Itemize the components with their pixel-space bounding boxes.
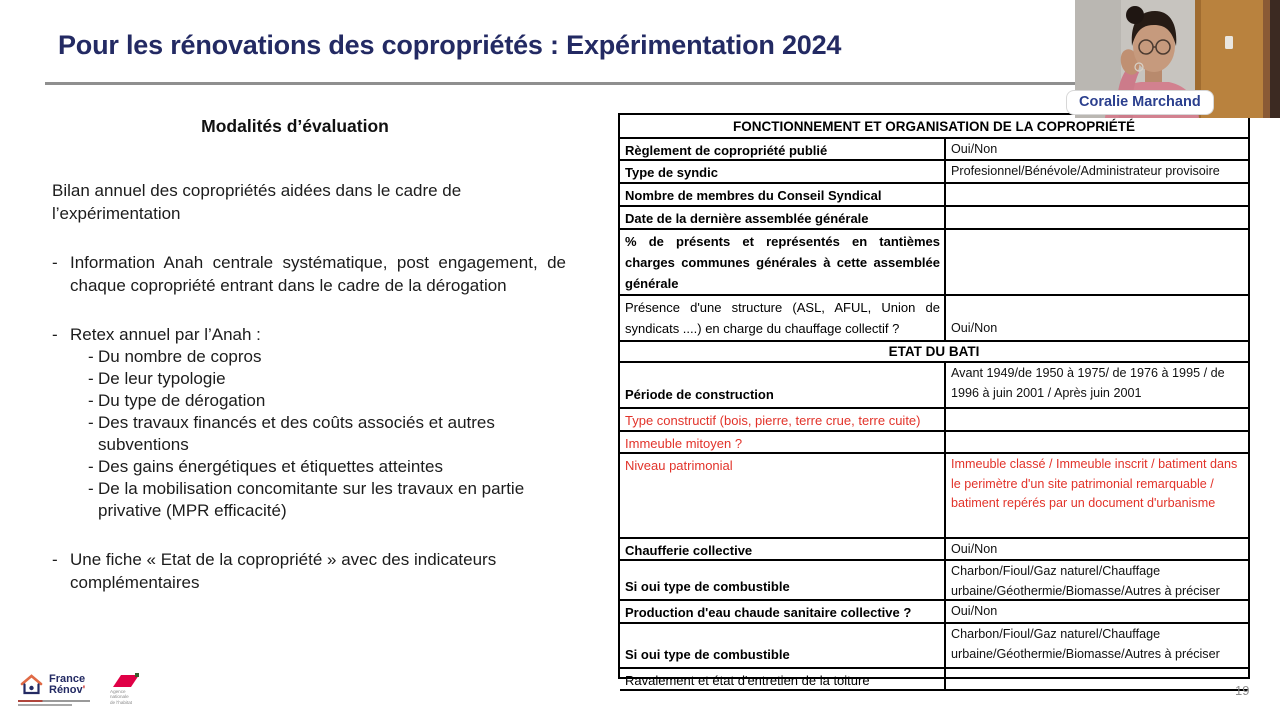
- bullet-dash: -: [88, 479, 94, 498]
- row-label: Niveau patrimonial: [625, 458, 733, 473]
- table-section-header: ETAT DU BATI: [620, 342, 1248, 363]
- table-row: [620, 207, 1248, 230]
- bullet-text: Information Anah centrale systématique, post engagement, de chaque copropriété entrant dans le cadre de la dérogation: [70, 253, 566, 295]
- row-label: Si oui type de combustible: [625, 579, 790, 594]
- bullet-text: Une fiche « Etat de la copropriété » avec des indicateurs complémentaires: [70, 550, 497, 592]
- row-value: Charbon/Fioul/Gaz naturel/Chauffage urbaine/Géothermie/Biomasse/Autres à préciser: [944, 624, 1248, 667]
- sub-bullet-item: [88, 346, 566, 368]
- sub-bullet-text: Des gains énergétiques et étiquettes atteintes: [98, 457, 443, 476]
- row-value: Oui/Non: [944, 601, 1248, 622]
- row-value: Avant 1949/de 1950 à 1975/ de 1976 à 1995 / de 1996 à juin 2001 / Après juin 2001: [944, 363, 1248, 407]
- table-section-header: FONCTIONNEMENT ET ORGANISATION DE LA COPROPRIÉTÉ: [620, 115, 1248, 139]
- row-value: Profesionnel/Bénévole/Administrateur provisoire: [944, 161, 1248, 182]
- row-value: [944, 669, 1248, 689]
- anah-ribbon-icon: [110, 673, 142, 688]
- table-row: [620, 624, 1248, 669]
- speaker-name: Coralie Marchand: [1079, 94, 1201, 110]
- france-renov-tagline: [18, 700, 90, 702]
- copro-table: [618, 113, 1250, 688]
- row-label: Type de syndic: [625, 165, 718, 180]
- table-row: [620, 184, 1248, 207]
- row-value: Oui/Non: [944, 139, 1248, 159]
- sub-bullet-item: [88, 390, 566, 412]
- france-renov-line2: Rénov: [49, 683, 83, 696]
- row-label: Présence d'une structure (ASL, AFUL, Union de syndicats ....) en charge du chauffage collectif ?: [625, 300, 940, 336]
- sub-bullet-text: Du nombre de copros: [98, 347, 262, 366]
- footer-logos: [18, 672, 142, 706]
- speaker-name-tag: [1067, 91, 1213, 114]
- france-renov-tagline-2: [18, 704, 72, 706]
- row-label: Nombre de membres du Conseil Syndical: [625, 188, 882, 203]
- anah-line: nationale: [110, 694, 129, 700]
- sub-bullet-item: [88, 456, 566, 478]
- sub-bullet-text: Des travaux financés et des coûts associés et autres subventions: [98, 413, 495, 454]
- bullet-item: [52, 251, 566, 297]
- left-panel-heading: Modalités d’évaluation: [201, 116, 389, 136]
- table-row: [620, 230, 1248, 296]
- sub-bullet-text: De la mobilisation concomitante sur les travaux en partie privative (MPR efficacité): [98, 479, 525, 520]
- france-renov-apostrophe: ': [82, 683, 86, 696]
- table-row: [620, 409, 1248, 432]
- page-number: 19: [1235, 683, 1250, 698]
- bullet-dash: -: [88, 457, 94, 476]
- row-label: Type constructif (bois, pierre, terre crue, terre cuite): [625, 413, 921, 428]
- table-row: [620, 161, 1248, 184]
- bullet-dash: -: [52, 325, 58, 344]
- row-value: [944, 432, 1248, 452]
- sub-bullet-text: De leur typologie: [98, 369, 226, 388]
- table-row: [620, 669, 1248, 691]
- light-switch: [1225, 36, 1233, 49]
- row-label: Période de construction: [625, 387, 774, 402]
- table-row: [620, 539, 1248, 561]
- intro-paragraph: Bilan annuel des copropriétés aidées dans le cadre de l’expérimentation: [52, 181, 462, 223]
- sub-bullet-item: [88, 368, 566, 390]
- row-value: [944, 409, 1248, 430]
- france-renov-line1: France: [49, 672, 86, 685]
- bullet-dash: -: [88, 347, 94, 366]
- row-label: Date de la dernière assemblée générale: [625, 211, 869, 226]
- row-label: Si oui type de combustible: [625, 647, 790, 662]
- row-label: Ravalement et état d'entretien de la toiture: [625, 673, 870, 688]
- left-panel: [52, 179, 566, 594]
- sub-bullet-item: [88, 412, 566, 456]
- bullet-dash: -: [52, 550, 58, 569]
- bullet-dash: -: [88, 413, 94, 432]
- bullet-item: [52, 323, 566, 346]
- bullet-dash: -: [88, 369, 94, 388]
- row-label: Chaufferie collective: [625, 543, 753, 558]
- bullet-dash: -: [88, 391, 94, 410]
- anah-line: Agence: [110, 689, 126, 694]
- house-icon: [18, 672, 45, 697]
- title-divider: [45, 82, 1253, 85]
- row-label: Règlement de copropriété publié: [625, 143, 828, 158]
- sub-bullet-text: Du type de dérogation: [98, 391, 266, 410]
- slide-title: Pour les rénovations des copropriétés : Expérimentation 2024: [58, 30, 842, 60]
- table-row: [620, 432, 1248, 454]
- table-row: [620, 296, 1248, 342]
- table-row: [620, 139, 1248, 161]
- row-label: % de présents et représentés en tantièmes charges communes générales à cette assemblée générale: [625, 234, 940, 291]
- row-value: [944, 230, 1248, 294]
- row-value: Oui/Non: [944, 539, 1248, 559]
- anah-line: de l'habitat: [110, 699, 133, 705]
- row-label: Production d'eau chaude sanitaire collective ?: [625, 605, 912, 620]
- row-value: [944, 184, 1248, 205]
- sub-bullet-item: [88, 478, 566, 522]
- table-row: [620, 454, 1248, 539]
- row-value: [944, 207, 1248, 228]
- bullet-dash: -: [52, 253, 58, 272]
- anah-logo: [110, 673, 142, 705]
- bullet-item: [52, 548, 566, 594]
- table-row: [620, 363, 1248, 409]
- row-value: Oui/Non: [944, 296, 1248, 340]
- row-value: Immeuble classé / Immeuble inscrit / batiment dans le perimètre d'un site patrimonial remarquable / batiment repérés par un document d'urbanisme: [944, 454, 1248, 537]
- table-row: [620, 601, 1248, 624]
- retex-sublist: [88, 346, 566, 522]
- table-row: [620, 561, 1248, 601]
- france-renov-logo: [18, 672, 90, 706]
- row-label: Immeuble mitoyen ?: [625, 436, 743, 451]
- bullet-text: Retex annuel par l’Anah :: [70, 325, 261, 344]
- row-value: Charbon/Fioul/Gaz naturel/Chauffage urbaine/Géothermie/Biomasse/Autres à préciser: [944, 561, 1248, 599]
